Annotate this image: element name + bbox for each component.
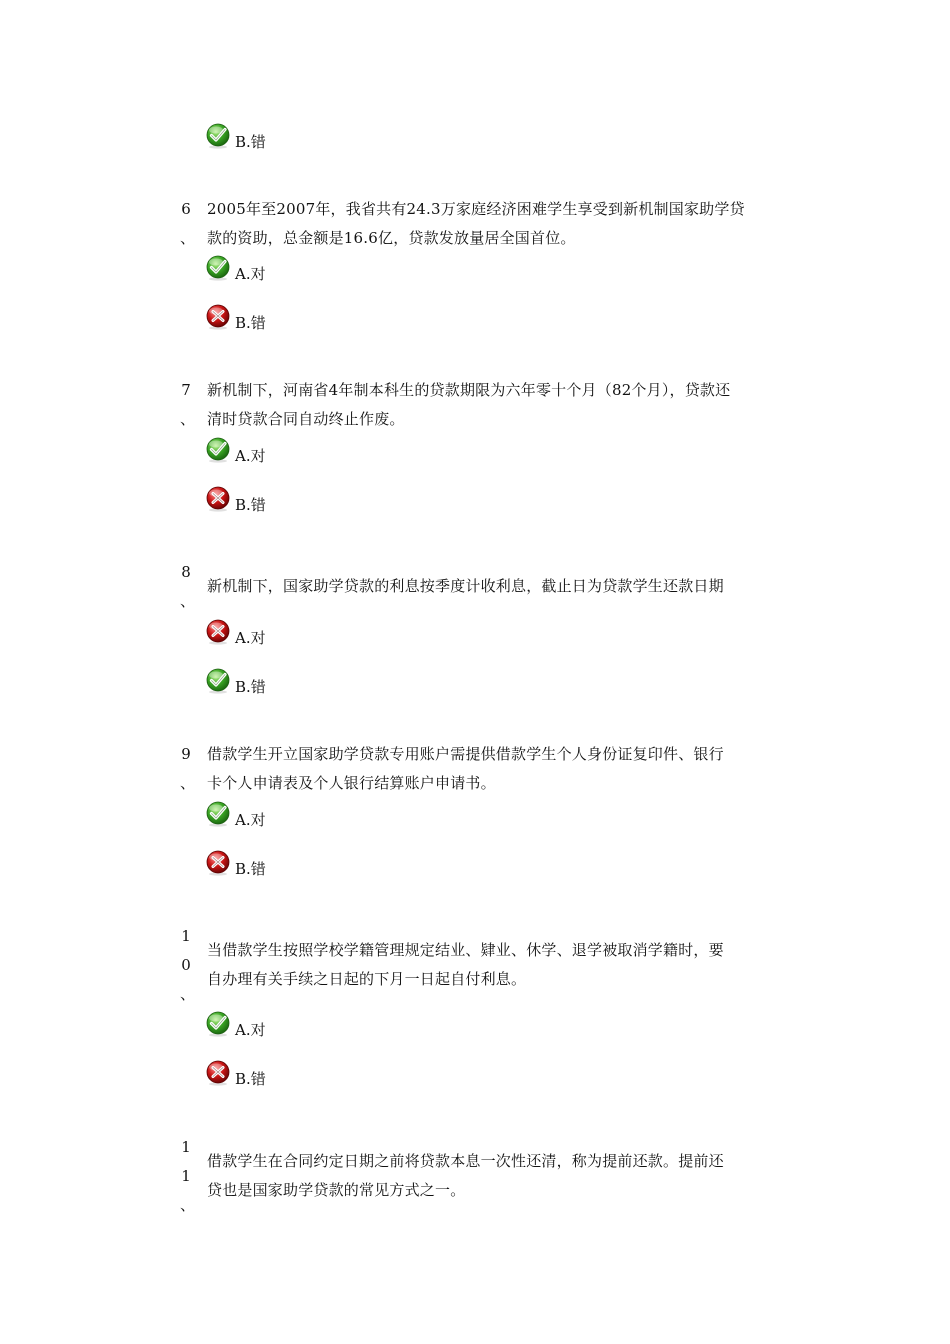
- option-b[interactable]: [205, 304, 325, 332]
- check-icon: [205, 123, 231, 149]
- question-number: 6 、: [180, 200, 196, 247]
- option-label: B.错: [235, 678, 266, 696]
- cross-icon: [205, 486, 231, 512]
- cross-icon: [205, 850, 231, 876]
- option-label: A.对: [235, 1021, 266, 1039]
- question-text: 当借款学生按照学校学籍管理规定结业、肄业、休学、退学被取消学籍时，要 自办理有关手续之日起的下月一日起自付利息。: [207, 941, 724, 988]
- option-a[interactable]: [205, 1011, 325, 1039]
- question-number: 8 、: [180, 563, 196, 610]
- question-text: 借款学生在合同约定日期之前将贷款本息一次性还清，称为提前还款。提前还 贷也是国家助学贷款的常见方式之一。: [207, 1152, 724, 1199]
- question-number: 1 0 、: [180, 927, 196, 1003]
- option-label: B.错: [235, 1070, 266, 1088]
- option-b[interactable]: [205, 1060, 325, 1088]
- option-label: B.错: [235, 133, 266, 151]
- option-b[interactable]: [205, 486, 325, 514]
- question-number: 1 1 、: [180, 1138, 196, 1214]
- question-number: 9 、: [180, 745, 196, 792]
- option-label: A.对: [235, 265, 266, 283]
- question-text: 借款学生开立国家助学贷款专用账户需提供借款学生个人身份证复印件、银行 卡个人申请表及个人银行结算账户申请书。: [207, 745, 724, 792]
- check-icon: [205, 1011, 231, 1037]
- option-a[interactable]: [205, 619, 325, 647]
- option-label: B.错: [235, 496, 266, 514]
- option-label: A.对: [235, 447, 266, 465]
- cross-icon: [205, 1060, 231, 1086]
- option-label: A.对: [235, 811, 266, 829]
- question-number: 7 、: [180, 381, 196, 428]
- option-b[interactable]: [205, 850, 325, 878]
- check-icon: [205, 437, 231, 463]
- cross-icon: [205, 304, 231, 330]
- option-b[interactable]: [205, 123, 325, 151]
- check-icon: [205, 668, 231, 694]
- option-b[interactable]: [205, 668, 325, 696]
- option-a[interactable]: [205, 437, 325, 465]
- option-label: B.错: [235, 860, 266, 878]
- option-a[interactable]: [205, 801, 325, 829]
- question-text: 新机制下，河南省4年制本科生的贷款期限为六年零十个月（82个月），贷款还 清时贷款合同自动终止作废。: [207, 381, 731, 428]
- check-icon: [205, 255, 231, 281]
- option-a[interactable]: [205, 255, 325, 283]
- option-label: A.对: [235, 629, 266, 647]
- question-text: 新机制下，国家助学贷款的利息按季度计收利息，截止日为贷款学生还款日期: [207, 577, 724, 595]
- cross-icon: [205, 619, 231, 645]
- check-icon: [205, 801, 231, 827]
- question-text: 2005年至2007年，我省共有24.3万家庭经济困难学生享受到新机制国家助学贷 款的资助，总金额是16.6亿，贷款发放量居全国首位。: [207, 200, 745, 247]
- option-label: B.错: [235, 314, 266, 332]
